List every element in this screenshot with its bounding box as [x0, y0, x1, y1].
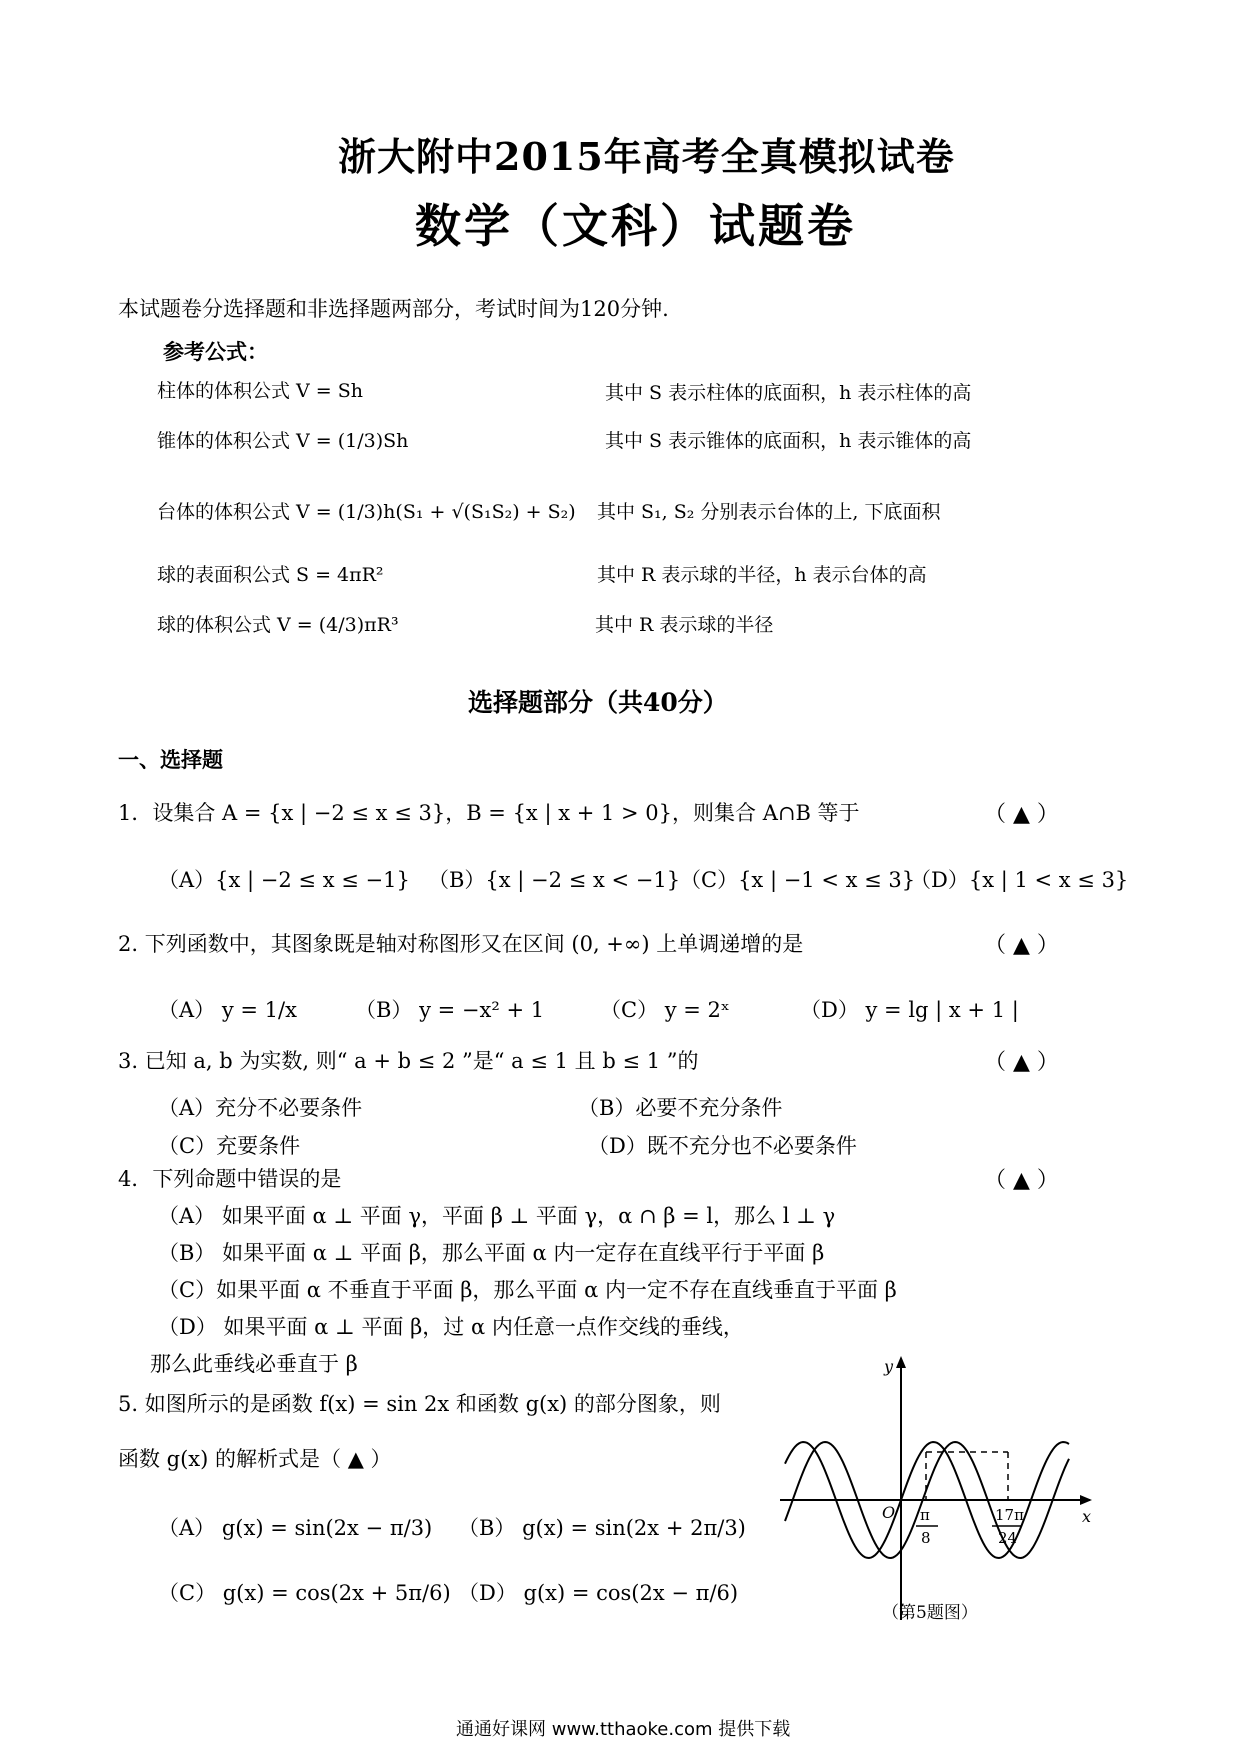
formula-cone-note: 其中 S 表示锥体的底面积，h 表示锥体的高: [605, 430, 972, 452]
footer-text: 通通好课网 www.tthaoke.com 提供下载: [456, 1719, 791, 1740]
question-5-stem-1: 5. 如图所示的是函数 f(x) = sin 2x 和函数 g(x) 的部分图象，则: [118, 1392, 721, 1416]
question-1-option-c: （C）{x | −1 < x ≤ 3}: [680, 868, 916, 892]
exam-subtitle: 数学（文科）试题卷: [415, 199, 856, 253]
question-4-option-b: （B） 如果平面 α ⊥ 平面 β，那么平面 α 内一定存在直线平行于平面 β: [158, 1241, 825, 1265]
question-4-option-c: （C）如果平面 α 不垂直于平面 β，那么平面 α 内一定不存在直线垂直于平面 β: [158, 1278, 897, 1302]
question-3-option-c: （C）充要条件: [158, 1134, 301, 1158]
formula-sphere-volume: 球的体积公式 V = (4/3)πR³: [157, 614, 399, 636]
exam-title: 浙大附中2015年高考全真模拟试卷: [338, 134, 955, 179]
formula-frustum-note: 其中 S₁, S₂ 分别表示台体的上, 下底面积: [597, 501, 941, 523]
formula-cylinder: 柱体的体积公式 V = Sh: [157, 380, 364, 402]
answer-tag-2: （ ▲ ）: [984, 933, 1059, 958]
question-1-option-a: （A）{x | −2 ≤ x ≤ −1}: [158, 868, 410, 892]
x-axis-arrow: [1080, 1495, 1092, 1505]
answer-tag-3: （ ▲ ）: [984, 1050, 1059, 1075]
question-3-option-b: （B）必要不充分条件: [578, 1096, 783, 1120]
formula-sphere-area: 球的表面积公式 S = 4πR²: [157, 564, 384, 586]
question-2-option-c: （C） y = 2ˣ: [600, 998, 730, 1022]
axis-y-label: y: [884, 1357, 894, 1376]
tick-2-numerator: 17π: [995, 1506, 1024, 1524]
formula-frustum: 台体的体积公式 V = (1/3)h(S₁ + √(S₁S₂) + S₂): [157, 501, 576, 523]
formula-cylinder-note: 其中 S 表示柱体的底面积，h 表示柱体的高: [605, 382, 972, 404]
question-2-option-d: （D） y = lg | x + 1 |: [800, 998, 1019, 1022]
question-4-stem: 4．下列命题中错误的是: [118, 1167, 342, 1191]
question-5-option-a: （A） g(x) = sin(2x − π/3): [158, 1516, 433, 1540]
tick-1-denominator: 8: [921, 1529, 931, 1547]
question-1-option-b: （B）{x | −2 ≤ x < −1}: [428, 868, 681, 892]
question-3-stem: 3. 已知 a, b 为实数, 则“ a + b ≤ 2 ”是“ a ≤ 1 且 b ≤ 1 ”的: [118, 1049, 699, 1073]
question-5-option-c: （C） g(x) = cos(2x + 5π/6): [158, 1581, 451, 1605]
question-3-option-d: （D）既不充分也不必要条件: [588, 1134, 857, 1158]
formula-sphere-area-note: 其中 R 表示球的半径，h 表示台体的高: [597, 564, 927, 586]
formula-sphere-volume-note: 其中 R 表示球的半径: [595, 614, 774, 636]
figure-caption: （第5题图）: [882, 1603, 978, 1623]
tick-1-numerator: π: [920, 1506, 930, 1524]
formula-heading: 参考公式：: [163, 339, 268, 364]
question-4-option-d-cont: 那么此垂线必垂直于 β: [150, 1352, 358, 1376]
answer-tag-4: （ ▲ ）: [984, 1168, 1059, 1193]
tick-2-denominator: 24: [998, 1529, 1018, 1547]
section-title: 选择题部分（共40分）: [468, 688, 728, 717]
question-4-option-a: （A） 如果平面 α ⊥ 平面 γ，平面 β ⊥ 平面 γ，α ∩ β = l，那么 l ⊥ γ: [158, 1204, 836, 1228]
question-5-option-d: （D） g(x) = cos(2x − π/6): [458, 1581, 739, 1605]
formula-cone: 锥体的体积公式 V = (1/3)Sh: [157, 430, 409, 452]
question-5-figure: [770, 1350, 1110, 1630]
question-2-stem: 2. 下列函数中，其图象既是轴对称图形又在区间 (0, +∞) 上单调递增的是: [118, 932, 804, 956]
answer-tag-1: （ ▲ ）: [984, 802, 1059, 827]
question-2-option-b: （B） y = −x² + 1: [355, 998, 545, 1022]
y-axis-arrow: [896, 1356, 906, 1368]
part-label: 一、选择题: [118, 747, 223, 772]
question-1-option-d: （D）{x | 1 < x ≤ 3}: [910, 868, 1129, 892]
question-2-option-a: （A） y = 1/x: [158, 998, 297, 1022]
origin-label: O: [882, 1503, 896, 1522]
axis-x-label: x: [1082, 1507, 1092, 1526]
intro-text: 本试题卷分选择题和非选择题两部分，考试时间为120分钟.: [118, 297, 669, 321]
question-1-stem: 1．设集合 A = {x | −2 ≤ x ≤ 3}，B = {x | x + 1 > 0}，则集合 A∩B 等于: [118, 801, 860, 825]
question-3-option-a: （A）充分不必要条件: [158, 1096, 363, 1120]
question-5-stem-2: 函数 g(x) 的解析式是（ ▲ ）: [118, 1447, 392, 1471]
question-4-option-d: （D） 如果平面 α ⊥ 平面 β，过 α 内任意一点作交线的垂线，: [158, 1315, 744, 1339]
question-5-option-b: （B） g(x) = sin(2x + 2π/3): [458, 1516, 746, 1540]
